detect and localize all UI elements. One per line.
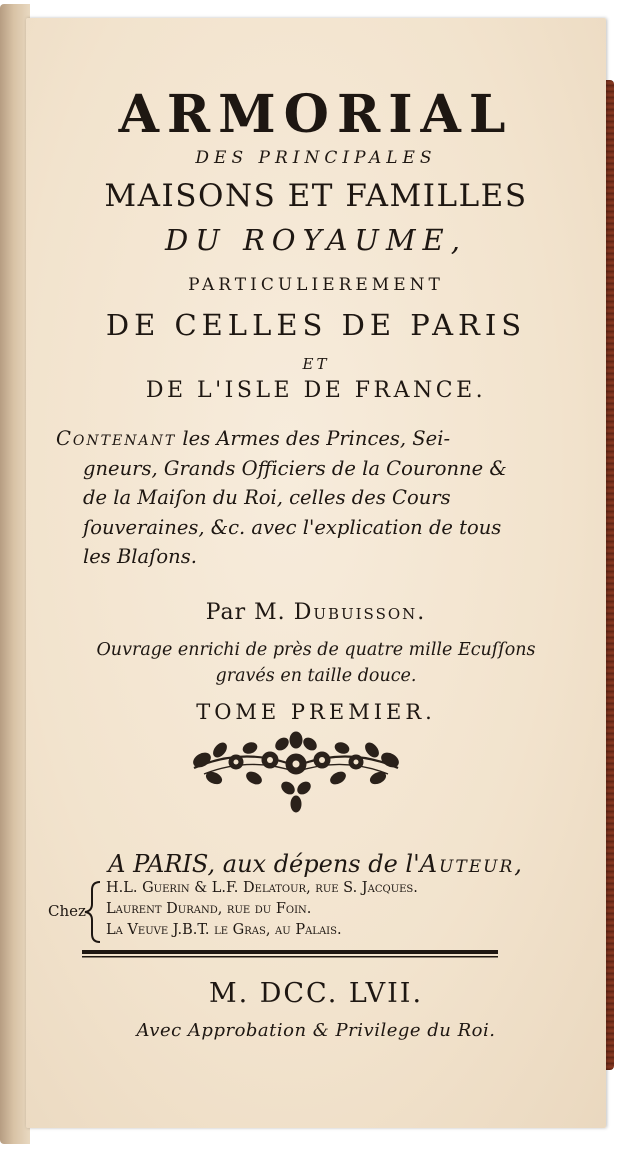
main-title: ARMORIAL (118, 84, 514, 145)
bookseller-line-1: H.L. Guerin & L.F. Delatour, rue S. Jacques. (106, 880, 418, 896)
contents-line-4: ſouveraines, &c. avec l'explication de tous (83, 515, 502, 539)
contents-line-2: gneurs, Grands Officiers de la Couronne & (83, 456, 507, 480)
contents-line-3: de la Maiſon du Roi, celles des Cours (83, 486, 451, 509)
bookseller-line-2: Laurent Durand, rue du Foin. (106, 901, 312, 917)
ouvrage-line-1: Ouvrage enrichi de près de quatre mille Ecuſſons (96, 640, 536, 660)
contents-line-1 (56, 424, 576, 454)
imprint-chez: Chez (48, 902, 86, 920)
subtitle-maisons: MAISONS ET FAMILLES (104, 178, 528, 214)
imprint-place (26, 850, 606, 878)
author-name: Dubuisson. (293, 600, 427, 625)
subtitle-royaume: DU ROYAUME, (165, 223, 467, 257)
contents-description (56, 424, 576, 572)
brace-icon (82, 880, 104, 944)
title-page (26, 18, 606, 1128)
privilege-line: Avec Approbation & Privilege du Roi. (136, 1020, 496, 1041)
subtitle-celles: DE CELLES DE PARIS (105, 308, 527, 342)
ouvrage-line-2: gravés en taille douce. (215, 666, 417, 686)
imprint-auteur: Auteur, (419, 850, 524, 878)
volume-title: TOME PREMIER. (196, 700, 436, 724)
subtitle-et: ET (302, 355, 330, 373)
imprint-place-text: A PARIS, aux dépens de l' (108, 850, 420, 878)
floral-garland-icon (184, 726, 408, 816)
double-rule-divider (82, 948, 498, 960)
author-line (26, 600, 606, 625)
subtitle-isle: DE L'ISLE DE FRANCE. (145, 378, 487, 403)
subtitle-particulierement: PARTICULIEREMENT (188, 275, 444, 295)
contents-lead: Contenant (56, 427, 177, 450)
contents-line-1-text: les Armes des Princes, Sei- (176, 427, 451, 450)
author-prefix: Par M. (205, 600, 286, 625)
publication-date: M. DCC. LVII. (208, 978, 424, 1009)
bookseller-line-3: La Veuve J.B.T. le Gras, au Palais. (106, 922, 342, 938)
contents-line-5: les Blaſons. (83, 545, 197, 568)
subtitle-des-principales: DES PRINCIPALES (195, 148, 437, 168)
imprint-booksellers (48, 880, 588, 946)
